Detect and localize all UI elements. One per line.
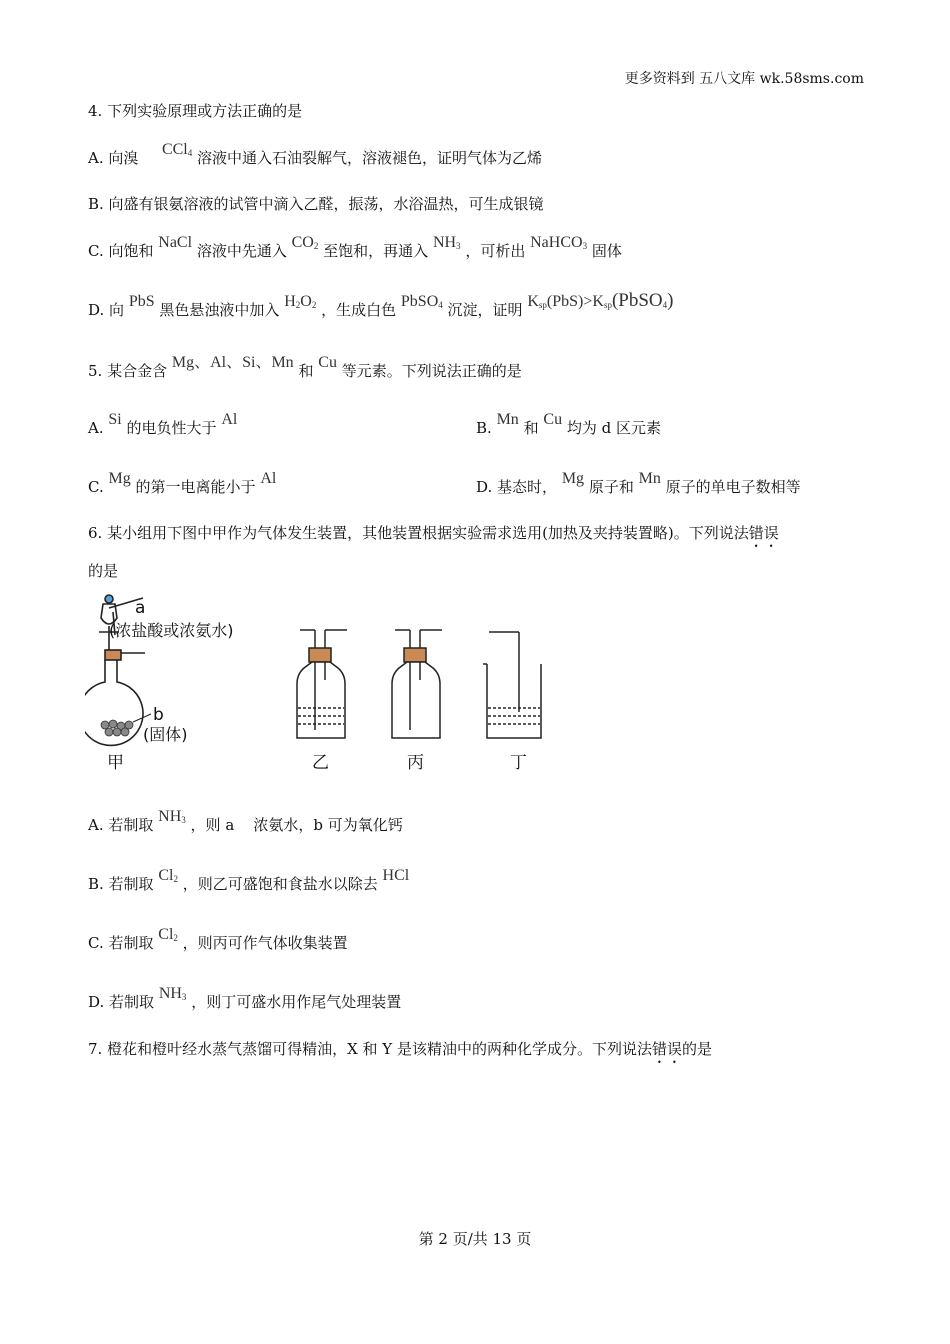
q5-d-mg: Mg — [561, 470, 585, 487]
q5-d-mn: Mn — [638, 470, 661, 487]
q4-a-text: A. 向溴 — [88, 149, 139, 167]
q6-stem-line2: 的是 — [88, 562, 119, 580]
caption-jia: 甲 — [107, 753, 124, 773]
q4-stem: 4. 下列实验原理或方法正确的是 — [88, 102, 303, 120]
q5-option-a: A. Si 的电负性大于 Al — [88, 411, 238, 437]
page-header-watermark: 更多资料到 五八文库 wk.58sms.com — [624, 71, 864, 87]
q6-option-b: B. 若制取 $Cl_2$ ，则乙可盛饱和食盐水以除去 HCl — [88, 867, 410, 893]
label-a: a — [135, 598, 146, 618]
q4-d-formula-h2o2: $H_2O_2$ — [284, 293, 317, 310]
q4-option-b: B. 向盛有银氨溶液的试管中滴入乙醛，振荡，水浴温热，可生成银镜 — [88, 195, 544, 213]
q6-option-a: A. 若制取 $NH_3$ ，则 a 浓氨水，b 可为氧化钙 — [88, 808, 403, 834]
q5-option-c: C. Mg 的第一电离能小于 Al — [88, 470, 277, 496]
page-footer: 第 2 页/共 13 页 — [418, 1230, 532, 1248]
q7-stem: 7. 橙花和橙叶经水蒸气蒸馏可得精油，X 和 Y 是该精油中的两种化学成分。下列说法错误的是 — [88, 1040, 712, 1058]
q4-d-formula-pbso4: PbSO$_4$ — [400, 293, 443, 310]
q6-a-nh3: $NH_3$ — [158, 808, 186, 825]
label-b: b — [153, 705, 164, 725]
q6-option-c: C. 若制取 $Cl_2$ ，则丙可作气体收集装置 — [88, 926, 348, 952]
q6-stem-line1: 6. 某小组用下图中甲作为气体发生装置，其他装置根据实验需求选用(加热及夹持装置略)。下列说法错误 — [88, 524, 779, 542]
q4-c-formula-nahco3: NaHCO$_3$ — [530, 234, 588, 251]
q6-b-cl2: $Cl_2$ — [158, 867, 178, 884]
q6-apparatus-figure — [85, 590, 545, 780]
q4-a-formula: CCl$_4$ — [161, 141, 193, 158]
caption-ding: 丁 — [510, 753, 527, 773]
caption-yi: 乙 — [312, 753, 329, 773]
q4-c-formula-nacl: NaCl — [158, 234, 193, 251]
q4-c-formula-co2: $CO_2$ — [291, 234, 319, 251]
q6-emphasis: 错误 — [748, 524, 779, 542]
q7-emphasis: 错误 — [651, 1040, 682, 1058]
q5-b-mn: Mn — [496, 411, 519, 428]
q4-option-a — [88, 141, 543, 168]
q4-c-formula-nh3: $NH_3$ — [432, 234, 461, 251]
q5-c-mg: Mg — [108, 470, 131, 487]
caption-bing: 丙 — [407, 753, 424, 773]
q4-d-formula-pbs: PbS — [128, 293, 155, 310]
q5-a-al: Al — [221, 411, 238, 428]
q5-element-cu: Cu — [318, 354, 337, 371]
q5-a-si: Si — [108, 411, 122, 428]
label-b-note: (固体) — [143, 725, 188, 744]
q5-option-b: B. Mn 和 Cu 均为 d 区元素 — [476, 411, 661, 437]
q4-option-d: D. 向 PbS 黑色悬浊液中加入 $H_2O_2$ ，生成白色 PbSO$_4$ 沉淀，证明 $K_{sp}(PbS)>K_{sp}(PbSO_4)$ — [88, 290, 674, 319]
q5-elements: Mg、Al、Si、Mn — [171, 354, 294, 371]
q6-option-d: D. 若制取 $NH_3$ ，则丁可盛水用作尾气处理装置 — [88, 985, 402, 1011]
q4-a-rest: 溶液中通入石油裂解气，溶液褪色，证明气体为乙烯 — [197, 149, 543, 167]
q6-c-cl2: $Cl_2$ — [158, 926, 178, 943]
label-a-note: (浓盐酸或浓氨水) — [109, 621, 234, 640]
q6-b-hcl: HCl — [382, 867, 410, 884]
q5-c-al: Al — [260, 470, 277, 487]
q5-option-d: D. 基态时， Mg 原子和 Mn 原子的单电子数相等 — [476, 470, 801, 496]
q5-stem: 5. 某合金含 Mg、Al、Si、Mn 和 Cu 等元素。下列说法正确的是 — [88, 354, 522, 380]
q6-d-nh3: $NH_3$ — [158, 985, 187, 1002]
q4-option-c: C. 向饱和 NaCl 溶液中先通入 $CO_2$ 至饱和，再通入 $NH_3$ ，可析出 NaHCO$_3$ 固体 — [88, 234, 622, 260]
q5-b-cu: Cu — [543, 411, 563, 428]
q4-d-ksp-expression: $K_{sp}(PbS)>K_{sp}(PbSO_4)$ — [527, 290, 674, 311]
